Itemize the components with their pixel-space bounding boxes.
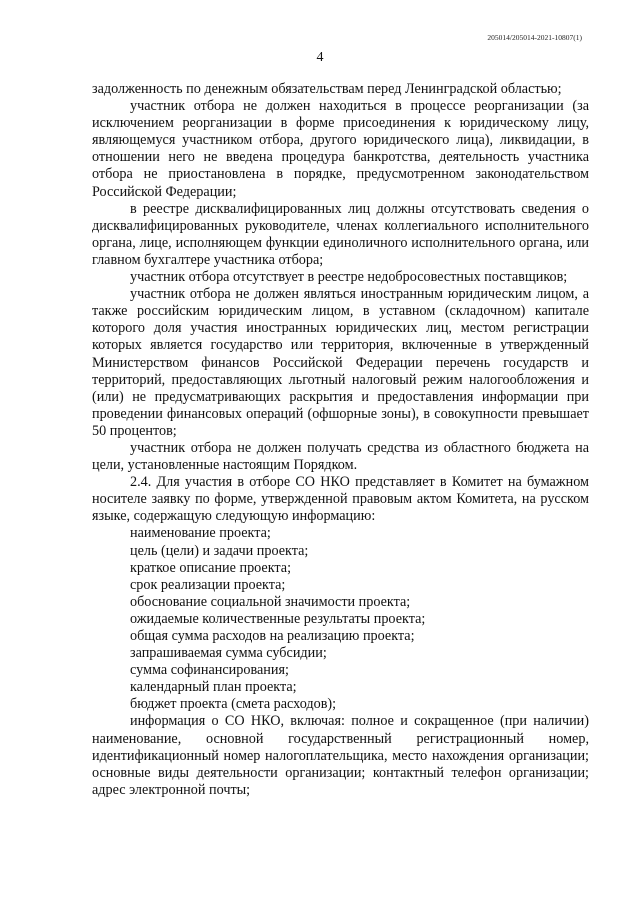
paragraph: задолженность по денежным обязательствам перед Ленинградской областью; (92, 81, 562, 97)
list-item: запрашиваемая сумма субсидии; (130, 645, 327, 662)
list-item: общая сумма расходов на реализацию проекта; (130, 628, 415, 644)
list-item: сумма софинансирования; (130, 662, 289, 679)
body-text (92, 81, 589, 799)
section-paragraph: 2.4. Для участия в отборе СО НКО представляет в Комитет на бумажном носителе заявку по форме, утвержденной правовым актом Комитета, на русском языке, содержащую следующую информацию: (92, 474, 589, 525)
paragraph: участник отбора отсутствует в реестре недобросовестных поставщиков; (130, 269, 568, 286)
document-id: 205014/205014-2021-10807(1) (487, 33, 582, 42)
paragraph: в реестре дисквалифицированных лиц должны отсутствовать сведения о дисквалифицированных руководителе, членах коллегиального исполнительного органа, лице, исполняющем функции единоличного исполнительного органа, или главном бухгалтере участника отбора; (92, 200, 589, 268)
list-item: наименование проекта; (130, 525, 271, 542)
list-item: срок реализации проекта; (130, 576, 286, 593)
list-item: краткое описание проекта; (130, 559, 292, 576)
paragraph: участник отбора не должен находиться в процессе реорганизации (за исключением реорганизации в форме присоединения к юридическому лицу, являющемуся участником отбора, другого юридического лица), ликвидации, в отношении него не введена процедура банкротства, деятельность участника отбора не приостановлена в порядке, предусмотренном законодательством Российской Федерации; (92, 98, 589, 200)
list-item: календарный план проекта; (130, 679, 297, 696)
list-item: бюджет проекта (смета расходов); (130, 696, 337, 713)
list-item: ожидаемые количественные результаты проекта; (130, 610, 426, 627)
page-number: 4 (316, 50, 324, 65)
paragraph: информация о СО НКО, включая: полное и сокращенное (при наличии) наименование, основной государственный регистрационный номер, идентификационный номер налогоплательщика, место нахождения организации; основные виды деятельности организации; контактный телефон организации; адрес электронной почты; (92, 713, 589, 798)
list-item: обоснование социальной значимости проекта; (130, 593, 411, 610)
list-item: цель (цели) и задачи проекта; (130, 542, 309, 559)
paragraph: участник отбора не должен получать средства из областного бюджета на цели, установленные настоящим Порядком. (92, 439, 589, 474)
paragraph: участник отбора не должен являться иностранным юридическим лицом, а также российским юридическим лицом, в уставном (складочном) капитале которого доля участия иностранных юридических лиц, местом регистрации которых является государство или территория, включенные в утвержденный Министерством финансов Российской Федерации перечень государств и территорий, предоставляющих льготный налоговый режим налогообложения и (или) не предусматривающих раскрытия и предоставления информации при проведении финансовых операций (офшорные зоны), в совокупности превышает 50 процентов; (92, 286, 589, 439)
